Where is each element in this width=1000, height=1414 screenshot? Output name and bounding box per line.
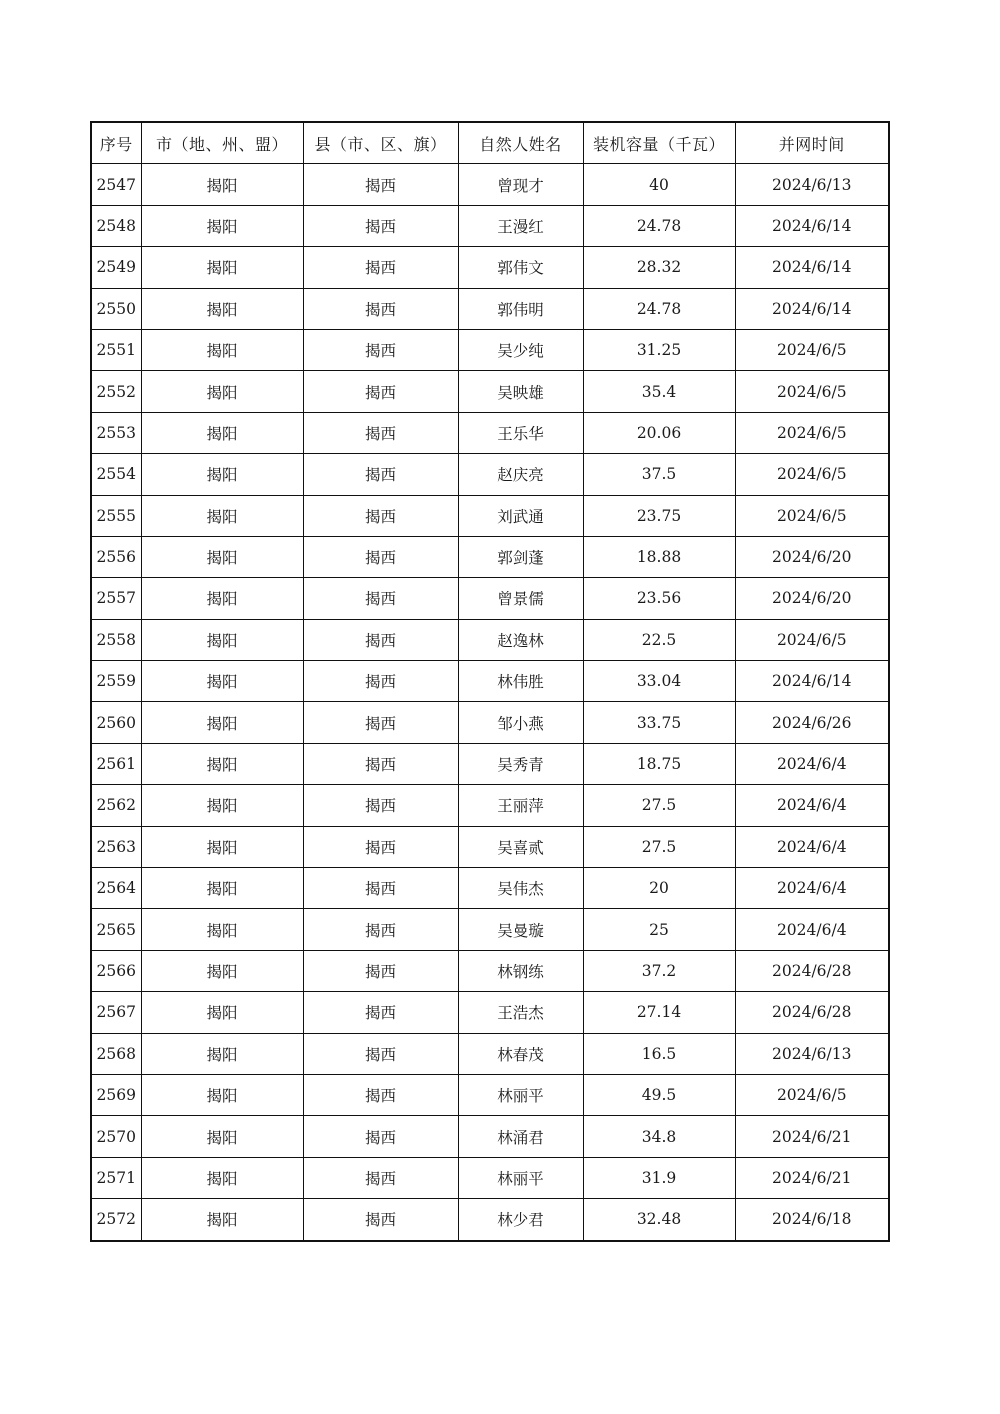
cell-grid-date: 2024/6/4 (735, 743, 889, 784)
cell-city: 揭阳 (141, 164, 303, 205)
cell-person-name: 曾景儒 (458, 578, 583, 619)
cell-serial: 2548 (91, 205, 141, 246)
table-row (91, 826, 889, 867)
header-grid-date: 并网时间 (735, 122, 889, 164)
table-row (91, 371, 889, 412)
cell-person-name: 吴少纯 (458, 329, 583, 370)
cell-city: 揭阳 (141, 992, 303, 1033)
header-serial: 序号 (91, 122, 141, 164)
table-row (91, 164, 889, 205)
cell-capacity: 32.48 (583, 1199, 735, 1241)
cell-capacity: 37.5 (583, 454, 735, 495)
cell-capacity: 24.78 (583, 288, 735, 329)
cell-serial: 2570 (91, 1116, 141, 1157)
cell-county: 揭西 (303, 909, 458, 950)
cell-grid-date: 2024/6/14 (735, 247, 889, 288)
cell-capacity: 22.5 (583, 619, 735, 660)
cell-grid-date: 2024/6/5 (735, 1074, 889, 1115)
cell-city: 揭阳 (141, 371, 303, 412)
cell-county: 揭西 (303, 1157, 458, 1198)
cell-city: 揭阳 (141, 288, 303, 329)
table-row (91, 950, 889, 991)
cell-county: 揭西 (303, 536, 458, 577)
cell-serial: 2563 (91, 826, 141, 867)
cell-grid-date: 2024/6/5 (735, 454, 889, 495)
cell-person-name: 吴喜贰 (458, 826, 583, 867)
cell-serial: 2559 (91, 661, 141, 702)
table-row (91, 619, 889, 660)
cell-city: 揭阳 (141, 1199, 303, 1241)
cell-county: 揭西 (303, 992, 458, 1033)
cell-person-name: 刘武通 (458, 495, 583, 536)
cell-capacity: 23.56 (583, 578, 735, 619)
cell-county: 揭西 (303, 1199, 458, 1241)
cell-serial: 2562 (91, 785, 141, 826)
cell-person-name: 林丽平 (458, 1157, 583, 1198)
table-row (91, 1033, 889, 1074)
cell-person-name: 邹小燕 (458, 702, 583, 743)
cell-city: 揭阳 (141, 454, 303, 495)
cell-county: 揭西 (303, 1033, 458, 1074)
cell-city: 揭阳 (141, 661, 303, 702)
cell-capacity: 37.2 (583, 950, 735, 991)
cell-county: 揭西 (303, 495, 458, 536)
cell-county: 揭西 (303, 288, 458, 329)
cell-county: 揭西 (303, 412, 458, 453)
cell-person-name: 郭伟明 (458, 288, 583, 329)
cell-person-name: 林春茂 (458, 1033, 583, 1074)
cell-person-name: 吴曼璇 (458, 909, 583, 950)
table-row (91, 992, 889, 1033)
table-row (91, 1116, 889, 1157)
table-row (91, 205, 889, 246)
data-table (90, 121, 890, 1242)
cell-serial: 2565 (91, 909, 141, 950)
cell-serial: 2564 (91, 868, 141, 909)
cell-city: 揭阳 (141, 743, 303, 784)
cell-person-name: 王漫红 (458, 205, 583, 246)
cell-capacity: 28.32 (583, 247, 735, 288)
cell-serial: 2560 (91, 702, 141, 743)
header-capacity: 装机容量（千瓦） (583, 122, 735, 164)
cell-person-name: 林钢练 (458, 950, 583, 991)
table-row (91, 495, 889, 536)
cell-capacity: 27.5 (583, 826, 735, 867)
cell-county: 揭西 (303, 661, 458, 702)
cell-city: 揭阳 (141, 536, 303, 577)
cell-grid-date: 2024/6/14 (735, 288, 889, 329)
cell-capacity: 18.75 (583, 743, 735, 784)
table-row (91, 743, 889, 784)
cell-grid-date: 2024/6/5 (735, 495, 889, 536)
cell-city: 揭阳 (141, 247, 303, 288)
cell-county: 揭西 (303, 578, 458, 619)
cell-person-name: 王乐华 (458, 412, 583, 453)
cell-city: 揭阳 (141, 205, 303, 246)
cell-capacity: 33.04 (583, 661, 735, 702)
cell-capacity: 34.8 (583, 1116, 735, 1157)
table-row (91, 329, 889, 370)
cell-city: 揭阳 (141, 950, 303, 991)
cell-grid-date: 2024/6/28 (735, 992, 889, 1033)
cell-city: 揭阳 (141, 412, 303, 453)
cell-grid-date: 2024/6/5 (735, 412, 889, 453)
table-body (91, 164, 889, 1241)
cell-grid-date: 2024/6/4 (735, 909, 889, 950)
cell-capacity: 20.06 (583, 412, 735, 453)
table-row (91, 1157, 889, 1198)
cell-capacity: 35.4 (583, 371, 735, 412)
cell-county: 揭西 (303, 950, 458, 991)
cell-city: 揭阳 (141, 785, 303, 826)
table-row (91, 288, 889, 329)
table-row (91, 247, 889, 288)
cell-county: 揭西 (303, 743, 458, 784)
header-county: 县（市、区、旗） (303, 122, 458, 164)
cell-person-name: 林丽平 (458, 1074, 583, 1115)
cell-city: 揭阳 (141, 619, 303, 660)
cell-person-name: 吴秀青 (458, 743, 583, 784)
table-row (91, 1199, 889, 1241)
cell-person-name: 赵庆亮 (458, 454, 583, 495)
cell-county: 揭西 (303, 868, 458, 909)
cell-county: 揭西 (303, 164, 458, 205)
cell-person-name: 赵逸林 (458, 619, 583, 660)
cell-serial: 2549 (91, 247, 141, 288)
cell-county: 揭西 (303, 205, 458, 246)
cell-serial: 2567 (91, 992, 141, 1033)
cell-grid-date: 2024/6/18 (735, 1199, 889, 1241)
table-row (91, 661, 889, 702)
cell-capacity: 16.5 (583, 1033, 735, 1074)
cell-capacity: 33.75 (583, 702, 735, 743)
cell-city: 揭阳 (141, 868, 303, 909)
cell-city: 揭阳 (141, 578, 303, 619)
cell-county: 揭西 (303, 454, 458, 495)
table-row (91, 412, 889, 453)
cell-serial: 2571 (91, 1157, 141, 1198)
cell-serial: 2558 (91, 619, 141, 660)
cell-person-name: 林伟胜 (458, 661, 583, 702)
cell-capacity: 23.75 (583, 495, 735, 536)
cell-grid-date: 2024/6/5 (735, 329, 889, 370)
cell-county: 揭西 (303, 826, 458, 867)
cell-grid-date: 2024/6/4 (735, 785, 889, 826)
cell-grid-date: 2024/6/5 (735, 619, 889, 660)
cell-grid-date: 2024/6/5 (735, 371, 889, 412)
cell-county: 揭西 (303, 619, 458, 660)
cell-county: 揭西 (303, 1116, 458, 1157)
cell-county: 揭西 (303, 371, 458, 412)
cell-serial: 2569 (91, 1074, 141, 1115)
cell-grid-date: 2024/6/20 (735, 536, 889, 577)
table-row (91, 785, 889, 826)
cell-city: 揭阳 (141, 329, 303, 370)
cell-capacity: 31.9 (583, 1157, 735, 1198)
cell-grid-date: 2024/6/28 (735, 950, 889, 991)
cell-serial: 2556 (91, 536, 141, 577)
cell-person-name: 郭剑蓬 (458, 536, 583, 577)
cell-county: 揭西 (303, 247, 458, 288)
cell-serial: 2568 (91, 1033, 141, 1074)
cell-serial: 2553 (91, 412, 141, 453)
table-row (91, 578, 889, 619)
cell-serial: 2555 (91, 495, 141, 536)
cell-person-name: 曾现才 (458, 164, 583, 205)
cell-serial: 2561 (91, 743, 141, 784)
header-person-name: 自然人姓名 (458, 122, 583, 164)
cell-serial: 2557 (91, 578, 141, 619)
table-row (91, 536, 889, 577)
table-row (91, 868, 889, 909)
cell-county: 揭西 (303, 702, 458, 743)
cell-grid-date: 2024/6/13 (735, 164, 889, 205)
cell-person-name: 吴伟杰 (458, 868, 583, 909)
cell-city: 揭阳 (141, 826, 303, 867)
cell-capacity: 20 (583, 868, 735, 909)
cell-serial: 2552 (91, 371, 141, 412)
cell-capacity: 49.5 (583, 1074, 735, 1115)
cell-city: 揭阳 (141, 1033, 303, 1074)
cell-capacity: 25 (583, 909, 735, 950)
cell-serial: 2547 (91, 164, 141, 205)
cell-person-name: 王浩杰 (458, 992, 583, 1033)
cell-grid-date: 2024/6/14 (735, 661, 889, 702)
cell-county: 揭西 (303, 329, 458, 370)
cell-county: 揭西 (303, 1074, 458, 1115)
table-row (91, 909, 889, 950)
cell-serial: 2550 (91, 288, 141, 329)
cell-person-name: 郭伟文 (458, 247, 583, 288)
cell-capacity: 24.78 (583, 205, 735, 246)
cell-grid-date: 2024/6/21 (735, 1116, 889, 1157)
cell-person-name: 林涌君 (458, 1116, 583, 1157)
cell-city: 揭阳 (141, 1116, 303, 1157)
table-row (91, 454, 889, 495)
cell-person-name: 吴映雄 (458, 371, 583, 412)
cell-serial: 2566 (91, 950, 141, 991)
cell-grid-date: 2024/6/20 (735, 578, 889, 619)
cell-city: 揭阳 (141, 495, 303, 536)
cell-capacity: 40 (583, 164, 735, 205)
cell-grid-date: 2024/6/13 (735, 1033, 889, 1074)
table-header-row (91, 122, 889, 164)
cell-city: 揭阳 (141, 1074, 303, 1115)
cell-person-name: 林少君 (458, 1199, 583, 1241)
table-row (91, 1074, 889, 1115)
cell-capacity: 18.88 (583, 536, 735, 577)
cell-grid-date: 2024/6/21 (735, 1157, 889, 1198)
cell-grid-date: 2024/6/26 (735, 702, 889, 743)
cell-grid-date: 2024/6/4 (735, 868, 889, 909)
cell-grid-date: 2024/6/4 (735, 826, 889, 867)
cell-capacity: 27.5 (583, 785, 735, 826)
cell-capacity: 31.25 (583, 329, 735, 370)
cell-serial: 2551 (91, 329, 141, 370)
cell-grid-date: 2024/6/14 (735, 205, 889, 246)
cell-serial: 2554 (91, 454, 141, 495)
cell-city: 揭阳 (141, 702, 303, 743)
header-city: 市（地、州、盟） (141, 122, 303, 164)
table-row (91, 702, 889, 743)
cell-city: 揭阳 (141, 1157, 303, 1198)
cell-city: 揭阳 (141, 909, 303, 950)
cell-capacity: 27.14 (583, 992, 735, 1033)
cell-serial: 2572 (91, 1199, 141, 1241)
cell-county: 揭西 (303, 785, 458, 826)
cell-person-name: 王丽萍 (458, 785, 583, 826)
